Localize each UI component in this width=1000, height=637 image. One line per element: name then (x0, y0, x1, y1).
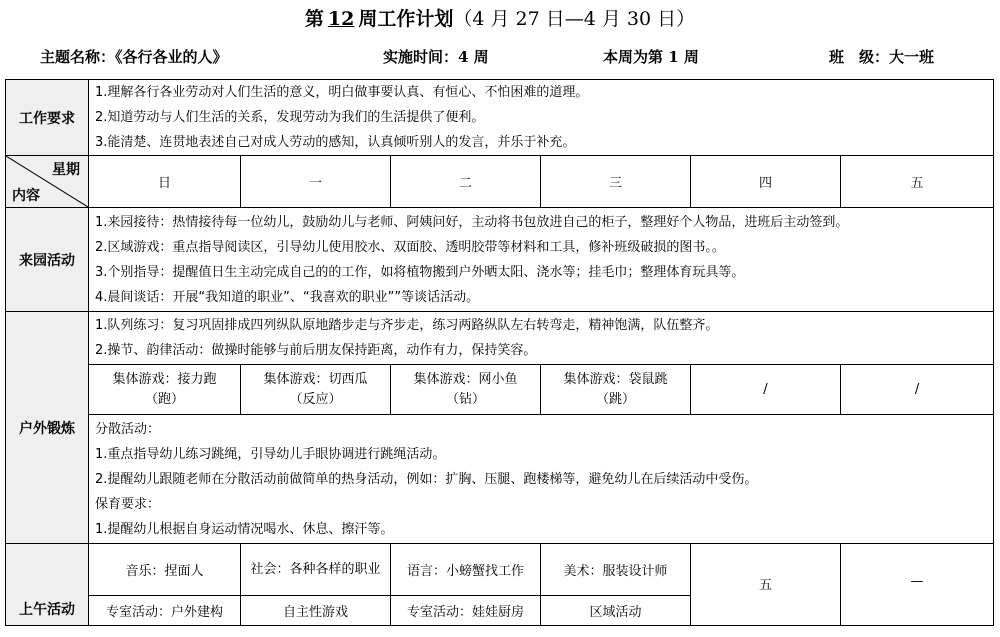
game-name: 集体游戏：接力跑 (112, 371, 217, 387)
work-line: 2.知道劳动与人们生活的关系，发现劳动为我们的生活提供了便利。 (95, 110, 485, 125)
morning-activity-text: 社会：各种各样的职业 (250, 561, 381, 577)
title-week-number: 12 (327, 8, 355, 30)
day-header: 日 (89, 156, 241, 208)
weekly-plan-table (5, 79, 994, 626)
implementation-time: 实施时间：4 周 (383, 48, 489, 66)
outdoor-game-cell (89, 365, 241, 415)
detail-line: 2.提醒幼儿跟随老师在分散活动前做简单的热身活动，例如：扩胸、压腿、跑楼梯等，避免幼儿在后续活动中受伤。 (95, 471, 758, 487)
day-header: 四 (691, 156, 841, 208)
page-title (0, 4, 1000, 31)
detail-line: 1.提醒幼儿根据自身运动情况喝水、休息、擦汗等。 (95, 521, 394, 537)
outdoor-games-row (6, 365, 994, 415)
morning-activity: — (841, 544, 994, 626)
diagonal-header-cell (6, 156, 89, 208)
arrival-activities-content (89, 208, 994, 312)
morning-activities-label: 上午活动 (6, 544, 89, 626)
morning-activities-row (6, 544, 994, 596)
game-note: （反应） (289, 391, 342, 407)
day-header: 一 (241, 156, 391, 208)
morning-activity: 专室活动：户外建构 (89, 596, 241, 626)
morning-activity: 音乐：捏面人 (89, 544, 241, 596)
work-requirements-label: 工作要求 (6, 80, 89, 156)
class-name: 班 级：大一班 (829, 48, 935, 66)
day-header: 五 (841, 156, 994, 208)
morning-activity (241, 544, 391, 596)
game-note: （跑） (144, 391, 184, 407)
game-name: 集体游戏：切西瓜 (263, 371, 368, 387)
outdoor-exercise-row (6, 312, 994, 365)
work-line: 3.能清楚、连贯地表述自己对成人劳动的感知，认真倾听别人的发言，并乐于补充。 (95, 135, 576, 150)
week-label: 星期 (52, 162, 80, 178)
morning-activity: 美术：服装设计师 (541, 544, 691, 596)
game-name: / (914, 382, 920, 397)
outdoor-game-cell (241, 365, 391, 415)
title-suffix: 周工作计划 (358, 8, 454, 30)
work-requirements-row (6, 80, 994, 156)
outdoor-line: 2.操节、韵律活动：做操时能够与前后朋友保持距离，动作有力，保持笑容。 (95, 343, 537, 358)
outdoor-detail-row (6, 415, 994, 544)
title-date-range: （4 月 27 日—4 月 30 日） (453, 8, 696, 30)
game-name: 集体游戏：袋鼠跳 (563, 371, 668, 387)
outdoor-game-cell (691, 365, 841, 415)
theme-name: 主题名称：《各行各业的人》 (40, 48, 228, 66)
day-header: 二 (391, 156, 541, 208)
outdoor-exercise-summary (89, 312, 994, 365)
content-label: 内容 (12, 188, 40, 204)
title-prefix: 第 (304, 8, 324, 30)
outdoor-line: 1.队列练习：复习巩固排成四列纵队原地踏步走与齐步走，练习两路纵队左右转弯走，精神饱满，队伍整齐。 (95, 318, 719, 333)
arrival-line: 2.区域游戏：重点指导阅读区，引导幼儿使用胶水、双面胶、透明胶带等材料和工具，修补班级破损的图书。。 (95, 239, 725, 255)
arrival-line: 3.个别指导：提醒值日生主动完成自己的的工作，如将植物搬到户外晒太阳、浇水等；挂毛巾；整理体育玩具等。 (95, 264, 745, 280)
outdoor-game-cell (391, 365, 541, 415)
morning-activity: 自主性游戏 (241, 596, 391, 626)
work-line: 1.理解各行各业劳动对人们生活的意义，明白做事要认真、有恒心、不怕困难的道理。 (95, 85, 589, 100)
arrival-activities-row (6, 208, 994, 312)
arrival-line: 4.晨间谈话：开展“我知道的职业”、“我喜欢的职业””等谈话活动。 (95, 289, 480, 305)
arrival-activities-label: 来园活动 (6, 208, 89, 312)
detail-line: 分散活动： (95, 421, 161, 437)
outdoor-exercise-label: 户外锻炼 (6, 312, 89, 544)
game-note: （钻） (445, 391, 485, 407)
weekday-header-row (6, 156, 994, 208)
detail-line: 1.重点指导幼儿练习跳绳，引导幼儿手眼协调进行跳绳活动。 (95, 446, 446, 462)
morning-activity: 专室活动：娃娃厨房 (391, 596, 541, 626)
game-name: 集体游戏：网小鱼 (413, 371, 518, 387)
outdoor-game-cell (841, 365, 994, 415)
morning-activity: 区域活动 (541, 596, 691, 626)
outdoor-game-cell (541, 365, 691, 415)
game-note: （跳） (595, 391, 635, 407)
morning-activity: 五 (691, 544, 841, 626)
work-requirements-content (89, 80, 994, 156)
outdoor-detail-content (89, 415, 994, 544)
current-week: 本周为第 1 周 (603, 48, 699, 66)
arrival-line: 1.来园接待：热情接待每一位幼儿，鼓励幼儿与老师、阿姨问好，主动将书包放进自己的柜子，整理好个人物品，进班后主动签到。 (95, 214, 849, 230)
morning-activity: 语言：小螃蟹找工作 (391, 544, 541, 596)
day-header: 三 (541, 156, 691, 208)
detail-line: 保育要求： (95, 496, 161, 512)
game-name: / (763, 382, 768, 397)
